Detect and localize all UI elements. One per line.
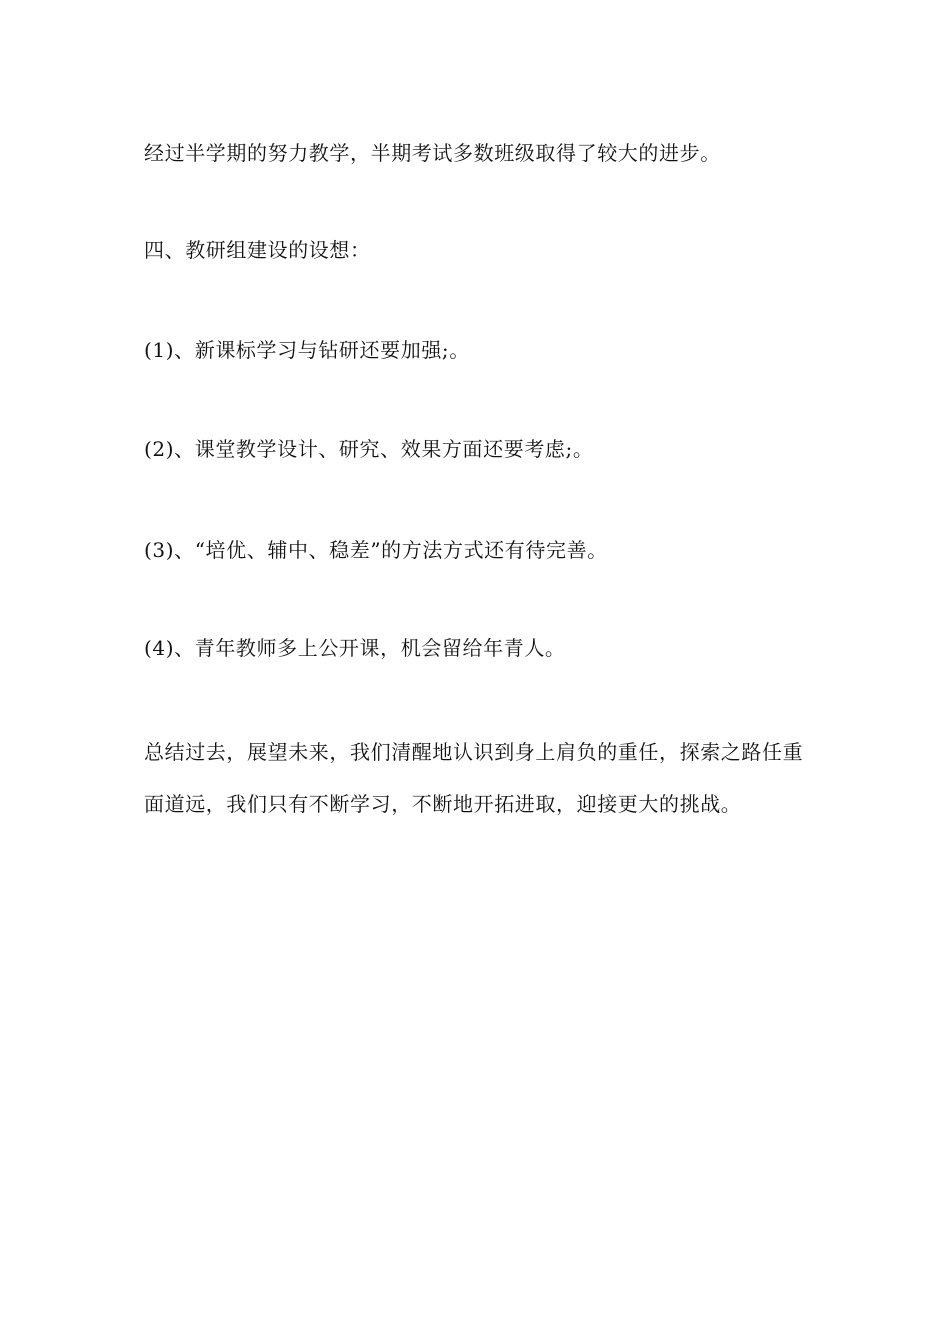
paragraph-conclusion: 总结过去，展望未来，我们清醒地认识到身上肩负的重任，探索之路任重面道远，我们只有不断学习，不断地开拓进取，迎接更大的挑战。	[144, 740, 804, 816]
list-item-1: (1)、新课标学习与钻研还要加强;。	[144, 338, 470, 362]
list-item-3: (3)、“培优、辅中、稳差”的方法方式还有待完善。	[144, 538, 608, 562]
paragraph-progress: 经过半学期的努力教学，半期考试多数班级取得了较大的进步。	[144, 141, 721, 165]
section-heading-plans: 四、教研组建设的设想：	[144, 238, 371, 262]
list-item-2: (2)、课堂教学设计、研究、效果方面还要考虑;。	[144, 437, 594, 461]
list-item-4: (4)、青年教师多上公开课，机会留给年青人。	[144, 636, 566, 660]
